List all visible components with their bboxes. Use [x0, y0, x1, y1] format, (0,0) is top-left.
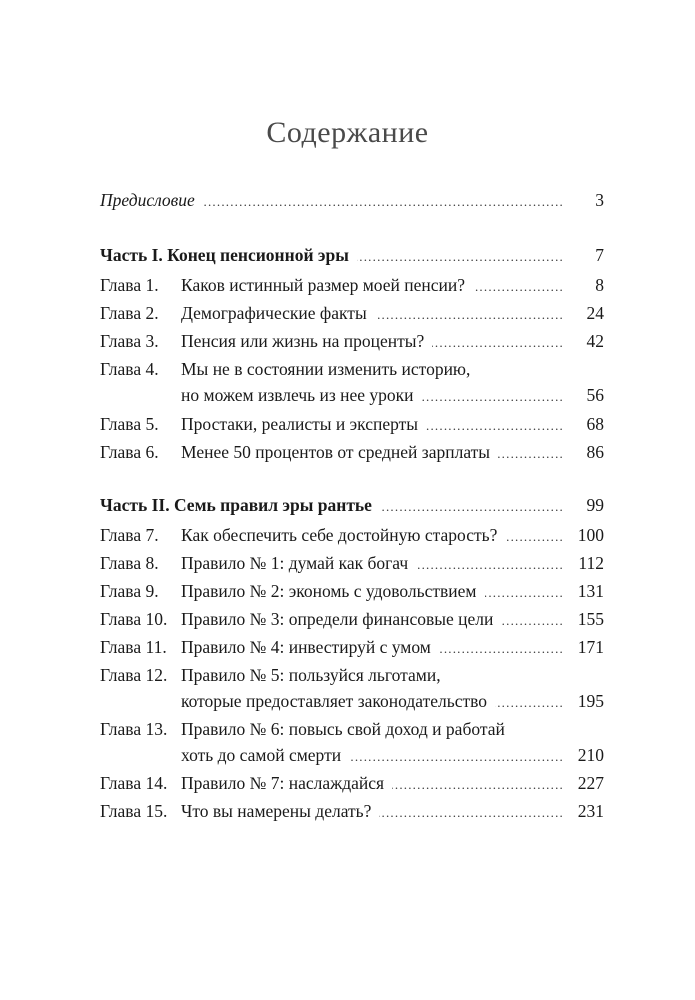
chapter-title: Простаки, реалисты и эксперты — [181, 414, 419, 434]
chapter-title-continued: но можем извлечь из нее уроки — [181, 385, 414, 405]
leader-dots — [379, 800, 564, 826]
leader-dots — [432, 330, 564, 356]
chapter-number: Глава 11. — [100, 637, 167, 657]
chapter-title-continued: хоть до самой смерти — [181, 745, 342, 765]
leader-dots — [375, 302, 564, 328]
toc-page-number: 24 — [586, 303, 604, 323]
leader-dots — [473, 274, 564, 300]
chapter-number: Глава 12. — [100, 665, 168, 685]
toc-page-number: 42 — [586, 331, 604, 351]
chapter-title: Мы не в состоянии изменить историю, — [181, 359, 471, 379]
toc-page-number: 86 — [586, 442, 604, 462]
toc-part-1 — [100, 242, 604, 268]
toc-chapter-3 — [100, 328, 604, 354]
chapter-number: Глава 6. — [100, 442, 159, 462]
toc-page-number: 100 — [577, 525, 604, 545]
toc-page-number: 210 — [577, 745, 604, 765]
toc-chapter-10 — [100, 606, 604, 632]
toc-entry-preface — [100, 187, 604, 213]
leader-dots — [357, 244, 564, 270]
chapter-number: Глава 1. — [100, 275, 159, 295]
toc-entry-label: Предисловие — [100, 190, 195, 210]
toc-chapter-14 — [100, 770, 604, 796]
chapter-title: Как обеспечить себе достойную старость? — [181, 525, 498, 545]
toc-chapter-7 — [100, 522, 604, 548]
toc-page-number: 227 — [577, 773, 604, 793]
chapter-title: Правило № 1: думай как богач — [181, 553, 409, 573]
leader-dots — [392, 772, 564, 798]
chapter-number: Глава 9. — [100, 581, 159, 601]
toc-page-number: 155 — [577, 609, 604, 629]
leader-dots — [498, 441, 564, 467]
toc-chapter-2 — [100, 300, 604, 326]
toc-chapter-6 — [100, 439, 604, 465]
chapter-title: Правило № 4: инвестируй с умом — [181, 637, 431, 657]
chapter-title-continued: которые предоставляет законодательство — [181, 691, 488, 711]
chapter-number: Глава 5. — [100, 414, 159, 434]
toc-page-number: 56 — [586, 385, 604, 405]
toc-part-label: Часть II. Семь правил эры рантье — [100, 495, 372, 515]
toc-chapter-1 — [100, 272, 604, 298]
toc-chapter-8 — [100, 550, 604, 576]
chapter-title: Правило № 2: экономь с удовольствием — [181, 581, 477, 601]
leader-dots — [422, 384, 564, 410]
chapter-title: Пенсия или жизнь на проценты? — [181, 331, 425, 351]
leader-dots — [416, 552, 564, 578]
toc-page-number: 195 — [577, 691, 604, 711]
toc-page-number: 171 — [577, 637, 604, 657]
toc-chapter-4 — [100, 356, 604, 408]
chapter-title: Правило № 5: пользуйся льготами, — [181, 665, 441, 685]
chapter-title: Каков истинный размер моей пенсии? — [181, 275, 466, 295]
toc-chapter-11 — [100, 634, 604, 660]
toc-page-number: 3 — [595, 190, 604, 210]
toc-chapter-15 — [100, 798, 604, 824]
toc-chapter-5 — [100, 411, 604, 437]
toc-page-number: 131 — [577, 581, 604, 601]
chapter-title: Правило № 3: определи финансовые цели — [181, 609, 494, 629]
leader-dots — [495, 690, 564, 716]
chapter-number: Глава 2. — [100, 303, 159, 323]
leader-dots — [439, 636, 564, 662]
chapter-title: Что вы намерены делать? — [181, 801, 372, 821]
chapter-number: Глава 8. — [100, 553, 159, 573]
leader-dots — [203, 189, 564, 215]
toc-part-label: Часть I. Конец пенсионной эры — [100, 245, 349, 265]
leader-dots — [349, 744, 564, 770]
chapter-number: Глава 14. — [100, 773, 168, 793]
page-title: Содержание — [266, 116, 429, 149]
chapter-title: Менее 50 процентов от средней зарплаты — [181, 442, 491, 462]
leader-dots — [426, 413, 564, 439]
chapter-number: Глава 3. — [100, 331, 159, 351]
toc-part-2 — [100, 492, 604, 518]
chapter-number: Глава 4. — [100, 359, 159, 379]
chapter-title: Демографические факты — [181, 303, 367, 323]
leader-dots — [485, 580, 565, 606]
chapter-number: Глава 10. — [100, 609, 168, 629]
toc-page-number: 99 — [586, 495, 604, 515]
toc-page-number: 68 — [586, 414, 604, 434]
toc-page-number: 8 — [595, 275, 604, 295]
chapter-number: Глава 15. — [100, 801, 168, 821]
toc-page-number: 7 — [595, 245, 604, 265]
toc-page-number: 112 — [578, 553, 604, 573]
toc-chapter-9 — [100, 578, 604, 604]
toc-chapter-13 — [100, 716, 604, 768]
toc-chapter-12 — [100, 662, 604, 714]
leader-dots — [505, 524, 564, 550]
chapter-number: Глава 13. — [100, 719, 168, 739]
chapter-title: Правило № 7: наслаждайся — [181, 773, 385, 793]
chapter-title: Правило № 6: повысь свой доход и работай — [181, 719, 505, 739]
chapter-number: Глава 7. — [100, 525, 159, 545]
toc-page-number: 231 — [577, 801, 604, 821]
leader-dots — [501, 608, 564, 634]
leader-dots — [380, 494, 564, 520]
